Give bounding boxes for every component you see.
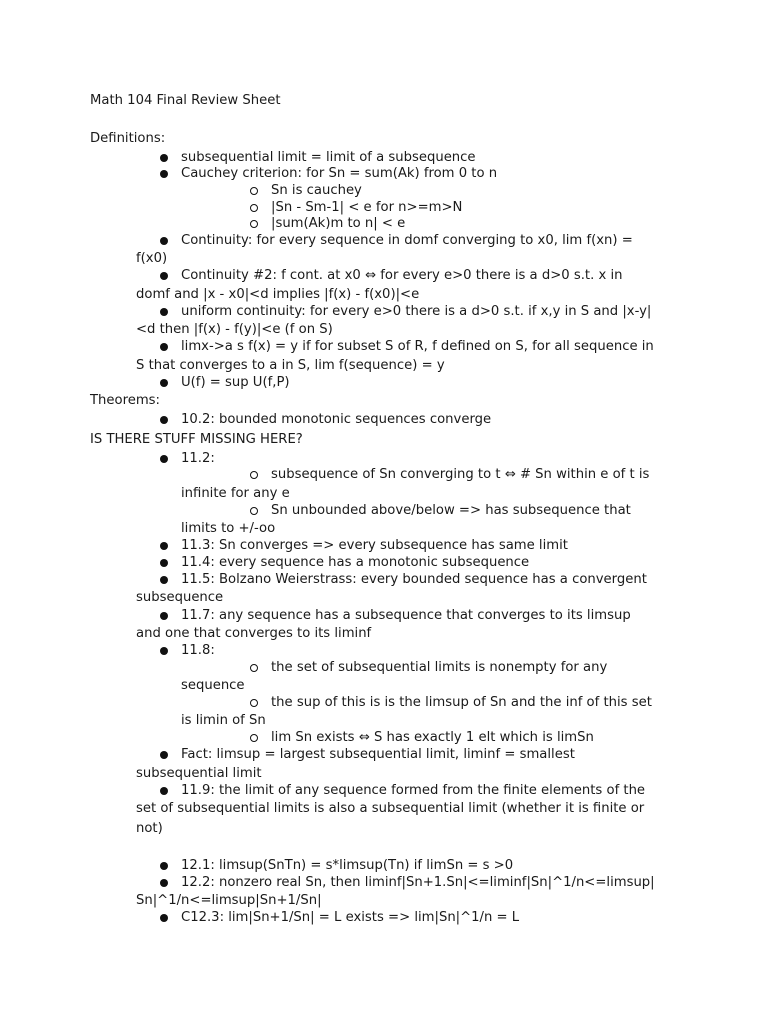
theorem-11-3: 11.3: Sn converges => every subsequence has same limit	[181, 538, 568, 553]
definition-continuity2-line2: domf and |x - x0|<d implies |f(x) - f(x0)|<e	[136, 287, 420, 302]
theorem-11-5-line1: 11.5: Bolzano Weierstrass: every bounded sequence has a convergent	[181, 572, 647, 587]
bullet-icon	[160, 862, 168, 870]
bullet-icon	[160, 542, 168, 550]
definition-cauchey: Cauchey criterion: for Sn = sum(Ak) from 0 to n	[181, 166, 498, 181]
cauchey-sub-item: |Sn - Sm-1| < e for n>=m>N	[271, 200, 463, 215]
bullet-icon	[160, 455, 168, 463]
circle-bullet-icon	[250, 187, 258, 195]
theorem-11-7-line1: 11.7: any sequence has a subsequence that converges to its limsup	[181, 608, 631, 623]
circle-bullet-icon	[250, 220, 258, 228]
theorem-11-8-sub-line1: the set of subsequential limits is nonempty for any	[271, 660, 608, 675]
theorem-11-9-line1: 11.9: the limit of any sequence formed from the finite elements of the	[181, 783, 646, 798]
theorem-11-2-sub-line1: Sn unbounded above/below => has subsequence that	[271, 503, 631, 518]
page-title: Math 104 Final Review Sheet	[90, 93, 281, 108]
definition-upper-sum: U(f) = sup U(f,P)	[181, 375, 290, 390]
bullet-icon	[160, 576, 168, 584]
theorem-11-8-sub-line2: sequence	[181, 678, 245, 693]
theorem-11-2: 11.2:	[181, 451, 215, 466]
theorem-11-2-sub-line2: limits to +/-oo	[181, 521, 276, 536]
bullet-icon	[160, 272, 168, 280]
definition-subsequential-limit: subsequential limit = limit of a subsequence	[181, 150, 476, 165]
theorem-12-2-line1: 12.2: nonzero real Sn, then liminf|Sn+1.Sn|<=liminf|Sn|^1/n<=limsup|	[181, 875, 655, 890]
bullet-icon	[160, 308, 168, 316]
missing-note: IS THERE STUFF MISSING HERE?	[90, 432, 303, 447]
theorem-11-8-sub-line2: is limin of Sn	[181, 713, 266, 728]
theorem-11-8: 11.8:	[181, 643, 215, 658]
theorems-heading: Theorems:	[90, 393, 161, 408]
fact-line2: subsequential limit	[136, 766, 262, 781]
theorem-11-9-line3: not)	[136, 821, 163, 836]
theorem-11-2-sub-line2: infinite for any e	[181, 486, 290, 501]
circle-bullet-icon	[250, 664, 258, 672]
bullet-icon	[160, 879, 168, 887]
bullet-icon	[160, 914, 168, 922]
theorem-12-2-line2: Sn|^1/n<=limsup|Sn+1/Sn|	[136, 893, 322, 908]
bullet-icon	[160, 787, 168, 795]
fact-line1: Fact: limsup = largest subsequential limit, liminf = smallest	[181, 747, 575, 762]
corollary-12-3: C12.3: lim|Sn+1/Sn| = L exists => lim|Sn|^1/n = L	[181, 910, 520, 925]
bullet-icon	[160, 237, 168, 245]
bullet-icon	[160, 154, 168, 162]
circle-bullet-icon	[250, 471, 258, 479]
cauchey-sub-item: Sn is cauchey	[271, 183, 362, 198]
theorem-11-2-sub-line1: subsequence of Sn converging to t ⇔ # Sn within e of t is	[271, 467, 650, 482]
bullet-icon	[160, 559, 168, 567]
theorem-11-9-line2: set of subsequential limits is also a subsequential limit (whether it is finite or	[136, 801, 645, 816]
bullet-icon	[160, 647, 168, 655]
theorem-10-2: 10.2: bounded monotonic sequences converge	[181, 412, 492, 427]
definition-continuity-line2: f(x0)	[136, 251, 168, 266]
definitions-heading: Definitions:	[90, 131, 166, 146]
definition-uniform-line2: <d then |f(x) - f(y)|<e (f on S)	[136, 322, 333, 337]
bullet-icon	[160, 416, 168, 424]
definition-continuity2-line1: Continuity #2: f cont. at x0 ⇔ for every e>0 there is a d>0 s.t. x in	[181, 268, 623, 283]
circle-bullet-icon	[250, 699, 258, 707]
theorem-11-4: 11.4: every sequence has a monotonic subsequence	[181, 555, 530, 570]
circle-bullet-icon	[250, 204, 258, 212]
bullet-icon	[160, 379, 168, 387]
theorem-11-5-line2: subsequence	[136, 590, 224, 605]
circle-bullet-icon	[250, 734, 258, 742]
theorem-11-8-sub-item: lim Sn exists ⇔ S has exactly 1 elt which is limSn	[271, 730, 594, 745]
definition-continuity-line1: Continuity: for every sequence in domf converging to x0, lim f(xn) =	[181, 233, 633, 248]
theorem-12-1: 12.1: limsup(SnTn) = s*limsup(Tn) if limSn = s >0	[181, 858, 514, 873]
bullet-icon	[160, 343, 168, 351]
theorem-11-8-sub-line1: the sup of this is is the limsup of Sn and the inf of this set	[271, 695, 652, 710]
definition-uniform-line1: uniform continuity: for every e>0 there is a d>0 s.t. if x,y in S and |x-y|	[181, 304, 652, 319]
bullet-icon	[160, 751, 168, 759]
bullet-icon	[160, 612, 168, 620]
circle-bullet-icon	[250, 507, 258, 515]
definition-limit-line2: S that converges to a in S, lim f(sequence) = y	[136, 358, 445, 373]
definition-limit-line1: limx->a s f(x) = y if for subset S of R, f defined on S, for all sequence in	[181, 339, 654, 354]
cauchey-sub-item: |sum(Ak)m to n| < e	[271, 216, 406, 231]
theorem-11-7-line2: and one that converges to its liminf	[136, 626, 372, 641]
bullet-icon	[160, 170, 168, 178]
